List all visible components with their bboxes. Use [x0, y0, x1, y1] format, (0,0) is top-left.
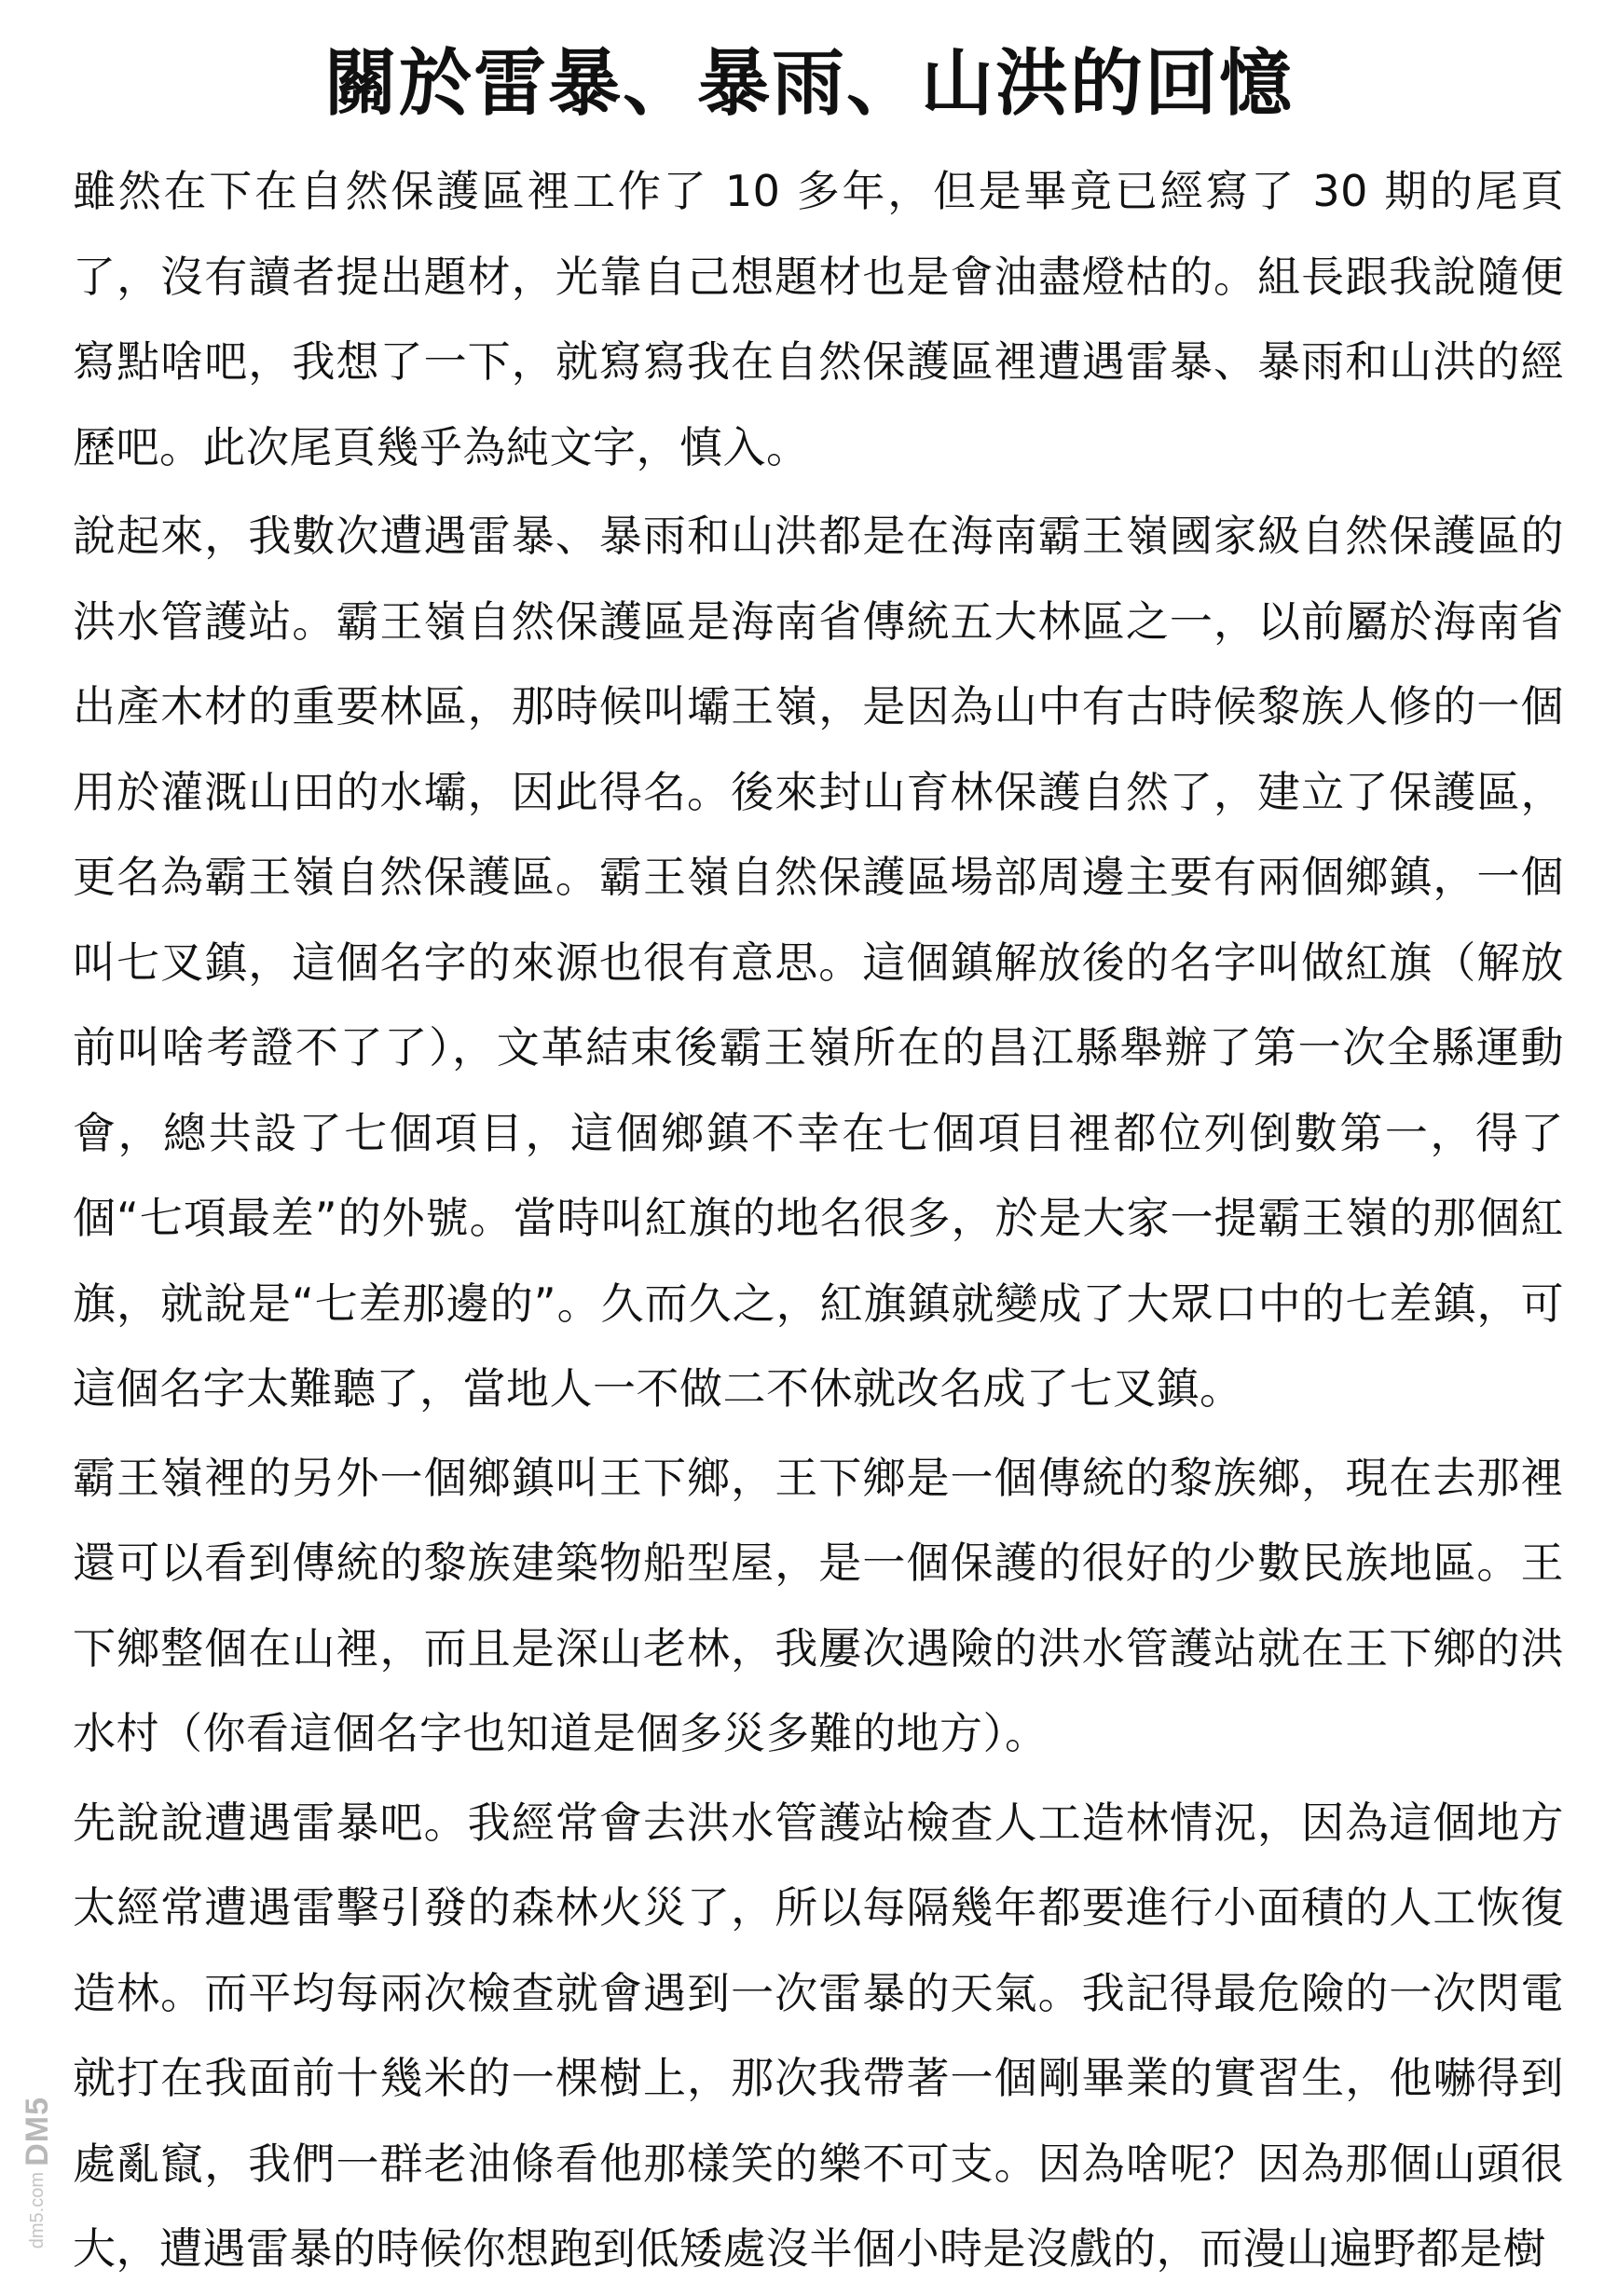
paragraph-wangxia: 霸王嶺裡的另外一個鄉鎮叫王下鄉，王下鄉是一個傳統的黎族鄉，現在去那裡還可以看到傳統的黎族建築物船型屋，是一個保護的很好的少數民族地區。王下鄉整個在山裡，而且是深山老林，我屢次遇險的洪水管護站就在王下鄉的洪水村（你看這個名字也知道是個多災多難的地方）。 [73, 1452, 1564, 1758]
paragraph-thunderstorm: 先說說遭遇雷暴吧。我經常會去洪水管護站檢查人工造林情況，因為這個地方太經常遭遇雷擊引發的森林火災了，所以每隔幾年都要進行小面積的人工恢復造林。而平均每兩次檢查就會遇到一次雷暴的天氣。我記得最危險的一次閃電就打在我面前十幾米的一棵樹上，那次我帶著一個剛畢業的實習生，他嚇得到處亂竄，我們一群老油條看他那樣笑的樂不可支。因為啥呢？因為那個山頭很大，遭遇雷暴的時候你想跑到低矮處沒半個小時是沒戲的，而漫山遍野都是樹 [73, 1797, 1564, 2274]
article-body [73, 149, 1564, 2296]
watermark-site: dm5.com [26, 2171, 48, 2249]
watermark-brand: DM5 [19, 2097, 55, 2166]
document-title: 關於雷暴、暴雨、山洪的回憶 [323, 42, 1294, 126]
site-watermark [17, 2097, 58, 2283]
paragraph-bawangling: 說起來，我數次遭遇雷暴、暴雨和山洪都是在海南霸王嶺國家級自然保護區的洪水管護站。霸王嶺自然保護區是海南省傳統五大林區之一，以前屬於海南省出產木材的重要林區，那時候叫壩王嶺，是因為山中有古時候黎族人修的一個用於灌溉山田的水壩，因此得名。後來封山育林保護自然了，建立了保護區，更名為霸王嶺自然保護區。霸王嶺自然保護區場部周邊主要有兩個鄉鎮，一個叫七叉鎮，這個名字的來源也很有意思。這個鎮解放後的名字叫做紅旗（解放前叫啥考證不了了），文革結束後霸王嶺所在的昌江縣舉辦了第一次全縣運動會，總共設了七個項目，這個鄉鎮不幸在七個項目裡都位列倒數第一，得了個“七項最差”的外號。當時叫紅旗的地名很多，於是大家一提霸王嶺的那個紅旗，就說是“七差那邊的”。久而久之，紅旗鎮就變成了大眾口中的七差鎮，可這個名字太難聽了，當地人一不做二不休就改名成了七叉鎮。 [73, 511, 1564, 1414]
paragraph-intro: 雖然在下在自然保護區裡工作了 10 多年，但是畢竟已經寫了 30 期的尾頁了，沒有讀者提出題材，光靠自己想題材也是會油盡燈枯的。組長跟我說隨便寫點啥吧，我想了一下，就寫寫我在自然保護區裡遭遇雷暴、暴雨和山洪的經歷吧。此次尾頁幾乎為純文字，慎入。 [73, 166, 1564, 472]
